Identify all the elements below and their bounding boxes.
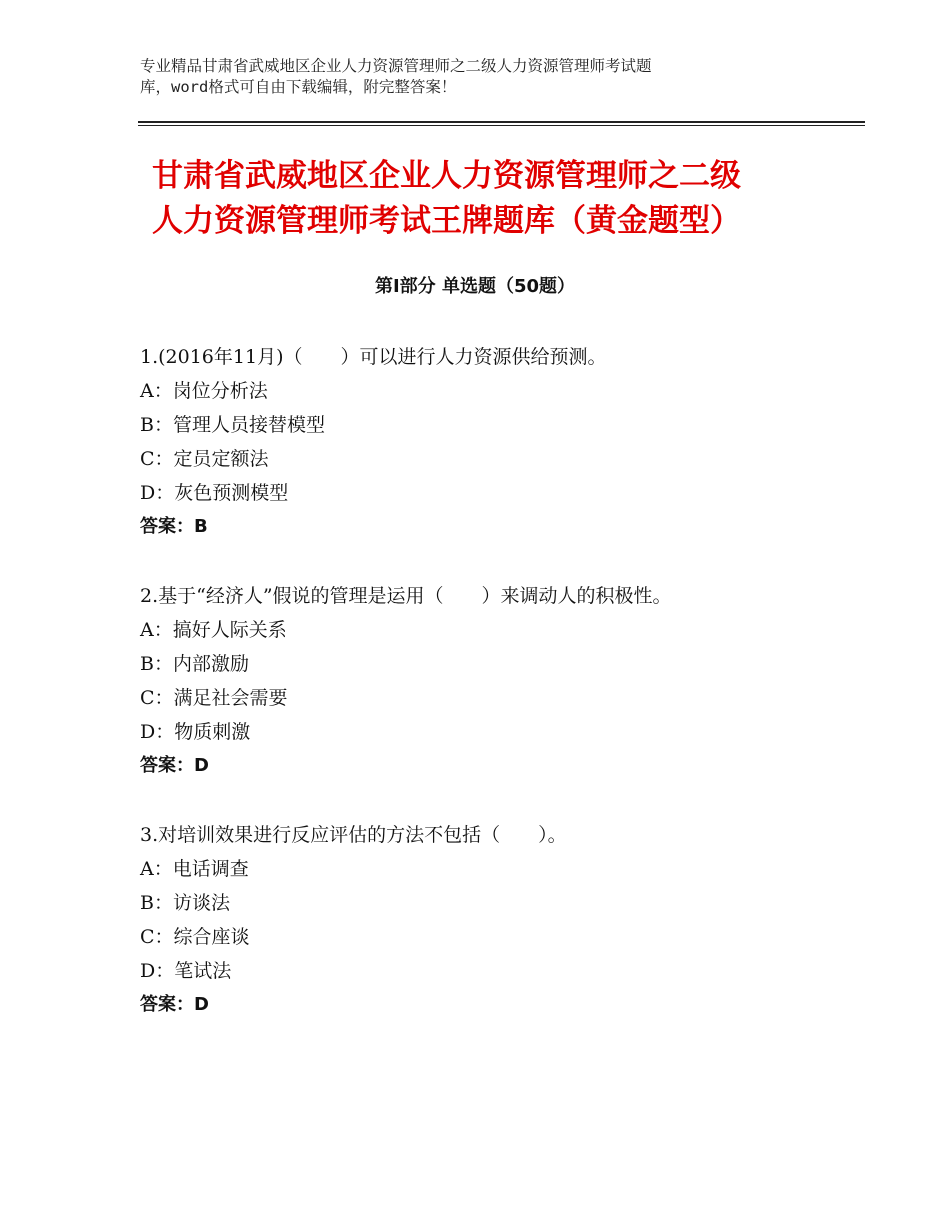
option-d: D：灰色预测模型 [140, 482, 289, 504]
document-header-note [140, 56, 780, 98]
option-a: A：搞好人际关系 [140, 619, 287, 641]
answer-text: 答案：D [140, 755, 209, 776]
option-c: C：满足社会需要 [140, 687, 288, 709]
question-2 [140, 579, 860, 783]
option-c: C：定员定额法 [140, 448, 269, 470]
option-d: D：笔试法 [140, 960, 232, 982]
option-a: A：电话调查 [140, 858, 249, 880]
header-note-line-2: 库，word格式可自由下载编辑，附完整答案！ [140, 78, 457, 96]
question-stem: 3.对培训效果进行反应评估的方法不包括（ ）。 [140, 824, 567, 846]
header-note-line-1: 专业精品甘肃省武威地区企业人力资源管理师之二级人力资源管理师考试题 [140, 57, 652, 75]
option-d: D：物质刺激 [140, 721, 251, 743]
option-b: B：管理人员接替模型 [140, 414, 325, 436]
option-c: C：综合座谈 [140, 926, 250, 948]
section-title: 第Ⅰ部分 单选题（50题） [374, 276, 575, 297]
question-1 [140, 340, 860, 544]
header-divider-thin [138, 125, 865, 126]
question-stem: 2.基于“经济人”假说的管理是运用（ ）来调动人的积极性。 [140, 585, 672, 607]
option-b: B：访谈法 [140, 892, 230, 914]
answer-text: 答案：D [140, 994, 209, 1015]
document-title-line-1: 甘肃省武威地区企业人力资源管理师之二级 [152, 158, 741, 194]
option-b: B：内部激励 [140, 653, 249, 675]
header-divider-thick [138, 121, 865, 123]
question-3 [140, 818, 860, 1022]
option-a: A：岗位分析法 [140, 380, 268, 402]
question-stem: 1.(2016年11月)（ ）可以进行人力资源供给预测。 [140, 346, 607, 368]
document-title-line-2: 人力资源管理师考试王牌题库（黄金题型） [152, 203, 741, 239]
answer-text: 答案：B [140, 516, 208, 537]
document-title [152, 154, 832, 244]
